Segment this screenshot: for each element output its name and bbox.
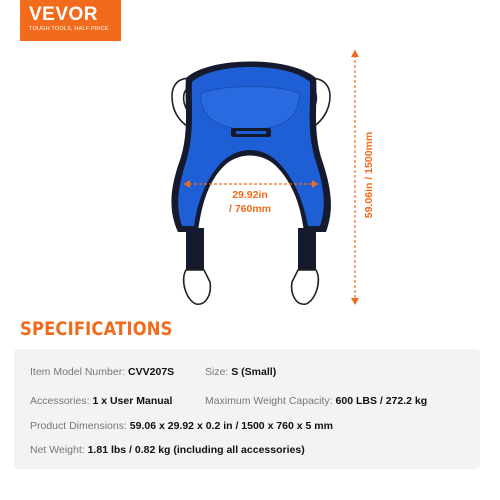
dimensions-value: 59.06 x 29.92 x 0.2 in / 1500 x 760 x 5 mm	[129, 420, 333, 432]
brand-name: VEVOR	[29, 4, 99, 25]
weight-value: 1.81 lbs / 0.82 kg (including all accessories)	[87, 444, 305, 456]
capacity-value: 600 LBS / 272.2 kg	[335, 395, 428, 407]
spec-row-model	[30, 366, 277, 378]
weight-label: Net Weight:	[30, 444, 85, 456]
spec-row-dimensions	[30, 420, 333, 432]
model-label: Item Model Number:	[30, 366, 126, 378]
width-dimension-label: 29.92in	[232, 189, 268, 201]
brand-tagline: TOUGH TOOLS, HALF PRICE	[29, 26, 109, 32]
size-value: S (Small)	[231, 366, 277, 378]
left-leg-strap	[186, 228, 204, 274]
spec-row-weight	[30, 444, 305, 456]
right-leg-strap	[298, 228, 316, 274]
width-dimension-mm: / 760mm	[228, 203, 272, 215]
accessories-value: 1 x User Manual	[92, 395, 173, 407]
size-label: Size:	[205, 366, 229, 378]
right-leg-loop	[292, 270, 319, 304]
dimensions-label: Product Dimensions:	[30, 420, 127, 432]
left-leg-loop	[184, 270, 211, 304]
accessories-label: Accessories:	[30, 395, 90, 407]
model-value: CVV207S	[128, 366, 175, 378]
capacity-pair	[205, 395, 427, 407]
size-pair	[205, 366, 276, 378]
height-dimension-label: 59.06in / 1500mm	[363, 131, 375, 219]
capacity-label: Maximum Weight Capacity:	[205, 395, 333, 407]
spec-row-accessories	[30, 395, 428, 407]
specifications-title: SPECIFICATIONS	[20, 318, 173, 340]
specifications-panel	[14, 349, 480, 469]
